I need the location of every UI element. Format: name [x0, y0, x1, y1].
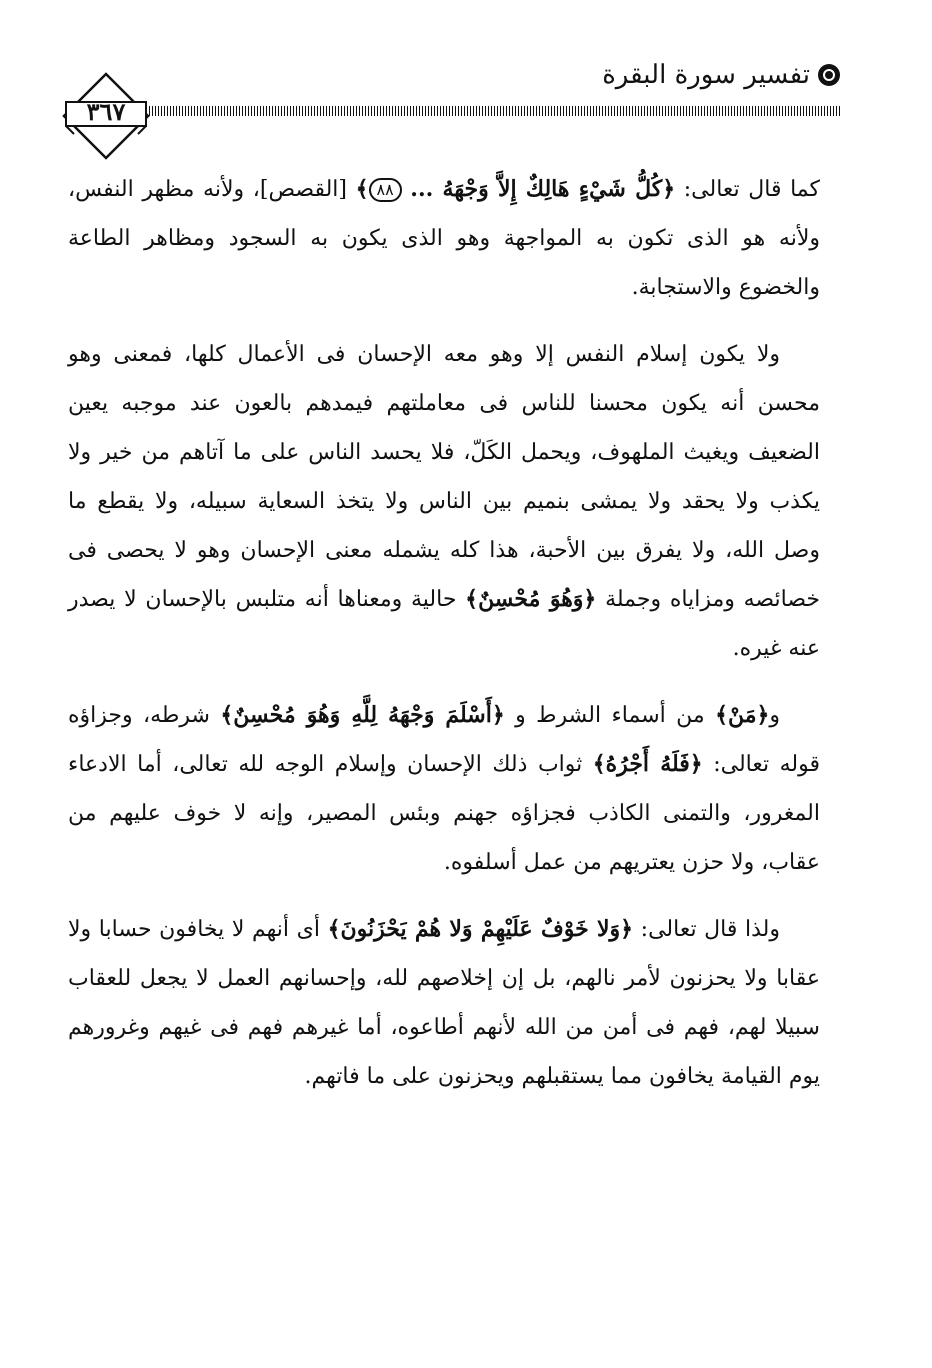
body-text [68, 165, 820, 1119]
text-span: كما قال تعالى: [675, 177, 820, 202]
ornament-icon [818, 64, 840, 86]
running-head [602, 58, 840, 92]
quran-verse: ﴿وَهُوَ مُحْسِنٌ﴾ [465, 586, 597, 612]
text-span: ولذا قال تعالى: [633, 917, 780, 942]
page-number: ٣٦٧ [86, 97, 126, 126]
page-number-badge [60, 70, 152, 162]
paragraph-3 [68, 691, 820, 887]
text-span: و [769, 703, 781, 728]
text-span: ولا يكون إسلام النفس إلا وهو معه الإحسان فى الأعمال كلها، فمعنى وهو محسن أنه يكون محسنا للناس فى معاملتهم فيمدهم بالعون عند موجبه يعين الضعيف ويغيث الملهوف، ويحمل الكَلّ، فلا يحسد الناس على ما آتاهم من خير ولا يكذب ولا يحقد ولا يمشى بنميم بين الناس ولا يتخذ السعاية سبيله، ولا يقطع ما وصل الله، ولا يفرق بين الأحبة، هذا كله يشمله معنى الإحسان وهو لا يحصى فى خصائصه ومزاياه وجملة [68, 342, 820, 612]
text-span: شرطه، وجزاؤه قوله تعالى: [68, 703, 820, 777]
quran-verse: ﴿مَنْ﴾ [715, 702, 770, 728]
text-span: حالية ومعناها أنه متلبس بالإحسان لا يصدر عنه غيره. [68, 587, 820, 661]
header-rule [140, 106, 840, 116]
text-span: أى أنهم لا يخافون حسابا ولا عقابا ولا يحزنون لأمر نالهم، بل إن إخلاصهم لله، وإحسانهم العمل لا يجعل للعقاب سبيلا لهم، فهم فى أمن من الله لأنهم أطاعوه، أما غيرهم فهم فى غيهم وغرورهم يوم القيامة يخافون مما يستقبلهم ويحزنون على ما فاتهم. [68, 917, 820, 1089]
quran-verse: ﴿وَلا خَوْفٌ عَلَيْهِمْ وَلا هُمْ يَحْزَنُونَ﴾ [327, 916, 634, 942]
verse-number: ٨٨ [369, 178, 402, 202]
paragraph-2 [68, 330, 820, 673]
quran-verse: ﴿أَسْلَمَ وَجْهَهُ لِلَّهِ وَهُوَ مُحْسِنٌ﴾ [220, 702, 505, 728]
quran-verse-close: ﴾ [355, 176, 369, 202]
quran-verse: ﴿كُلُّ شَيْءٍ هَالِكٌ إِلاَّ وَجْهَهُ ... [410, 176, 676, 202]
book-title: تفسير سورة البقرة [602, 60, 810, 90]
text-span: ثواب ذلك الإحسان وإسلام الوجه لله تعالى، أما الادعاء المغرور، والتمنى الكاذب فجزاؤه جهنم وبئس المصير، وإنه لا خوف عليهم من عقاب، ولا حزن يعتريهم من عمل أسلفوه. [68, 752, 820, 875]
text-span: [القصص]، ولأنه مظهر النفس، ولأنه هو الذى تكون به المواجهة وهو الذى يكون به السجود ومظاهر الطاعة والخضوع والاستجابة. [68, 177, 820, 300]
quran-verse: ﴿فَلَهُ أَجْرُهُ﴾ [592, 751, 703, 777]
paragraph-4 [68, 905, 820, 1101]
text-span: من أسماء الشرط و [504, 703, 716, 728]
page-header [60, 50, 840, 160]
paragraph-1 [68, 165, 820, 312]
